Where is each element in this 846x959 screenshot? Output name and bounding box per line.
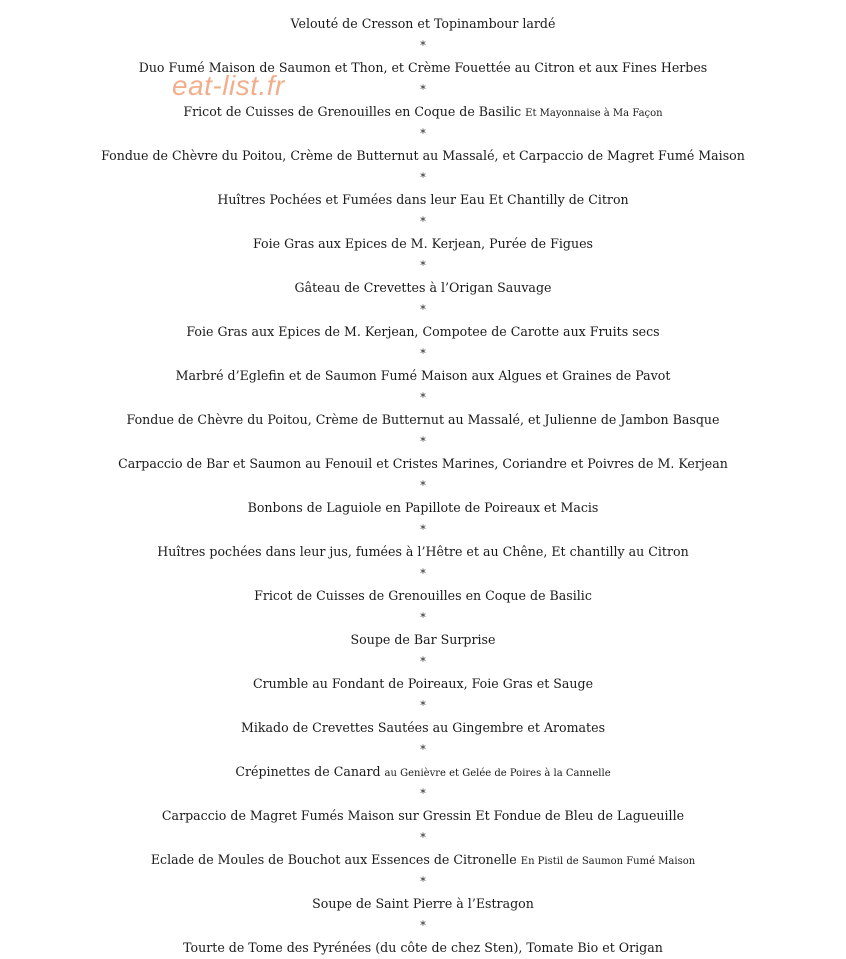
menu-item-title: Mikado de Crevettes Sautées au Gingembre et Aromates: [240, 720, 606, 735]
separator-asterisk: *: [420, 39, 426, 52]
menu-item: [0, 101, 846, 123]
menu-item: [0, 805, 846, 827]
separator-asterisk: *: [420, 259, 426, 272]
menu-item-title: Huîtres Pochées et Fumées dans leur Eau Et Chantilly de Citron: [217, 192, 629, 207]
menu-item: [0, 585, 846, 607]
menu-item-title: Bonbons de Laguiole en Papillote de Poireaux et Macis: [247, 500, 599, 515]
separator-asterisk: *: [420, 699, 426, 712]
menu-item-title: Foie Gras aux Epices de M. Kerjean, Compotee de Carotte aux Fruits secs: [186, 324, 660, 339]
menu-item: [0, 409, 846, 431]
menu-item: [0, 145, 846, 167]
menu-item: [0, 453, 846, 475]
menu-item-title: Duo Fumé Maison de Saumon et Thon, et Crème Fouettée au Citron et aux Fines Herbes: [138, 60, 708, 75]
menu-item-title: Fricot de Cuisses de Grenouilles en Coque de Basilic: [183, 104, 526, 119]
menu-item-title: Tourte de Tome des Pyrénées (du côte de chez Sten), Tomate Bio et Origan: [183, 940, 663, 955]
menu-item-title: Carpaccio de Magret Fumés Maison sur Gressin Et Fondue de Bleu de Lagueuille: [161, 808, 685, 823]
menu-item: [0, 541, 846, 563]
separator-asterisk: *: [420, 831, 426, 844]
menu-item: [0, 233, 846, 255]
separator-asterisk: *: [420, 787, 426, 800]
separator-asterisk: *: [420, 171, 426, 184]
menu-item: [0, 629, 846, 651]
menu-item-title: Velouté de Cresson et Topinambour lardé: [290, 16, 556, 31]
menu-item-title: Fricot de Cuisses de Grenouilles en Coque de Basilic: [254, 588, 592, 603]
watermark-logo: eat-list.fr: [172, 70, 285, 101]
separator-asterisk: *: [420, 435, 426, 448]
menu-item: [0, 937, 846, 959]
menu-item: [0, 849, 846, 871]
separator-asterisk: *: [420, 215, 426, 228]
menu-item-title: Foie Gras aux Epices de M. Kerjean, Purée de Figues: [253, 236, 593, 251]
menu-item-title: Crumble au Fondant de Poireaux, Foie Gras et Sauge: [252, 676, 594, 691]
separator-asterisk: *: [420, 347, 426, 360]
separator-asterisk: *: [420, 523, 426, 536]
separator-asterisk: *: [420, 875, 426, 888]
menu-item: [0, 365, 846, 387]
separator-asterisk: *: [420, 391, 426, 404]
menu-item-title: Fondue de Chèvre du Poitou, Crème de Butternut au Massalé, et Carpaccio de Magret Fumé Maison: [101, 148, 745, 163]
menu-item: [0, 321, 846, 343]
menu-item-title: Soupe de Bar Surprise: [350, 632, 496, 647]
separator-asterisk: *: [420, 479, 426, 492]
menu-item-title: Eclade de Moules de Bouchot aux Essences de Citronelle: [150, 852, 521, 867]
menu-item-title: Huîtres pochées dans leur jus, fumées à l’Hêtre et au Chêne, Et chantilly au Citron: [157, 544, 689, 559]
separator-asterisk: *: [420, 655, 426, 668]
separator-asterisk: *: [420, 611, 426, 624]
separator-asterisk: *: [420, 83, 426, 96]
menu-item: [0, 893, 846, 915]
menu-item-title: Carpaccio de Bar et Saumon au Fenouil et Cristes Marines, Coriandre et Poivres de M. Kerjean: [118, 456, 728, 471]
menu-item: [0, 497, 846, 519]
menu-item-subtitle: au Genièvre et Gelée de Poires à la Cannelle: [384, 768, 611, 779]
menu-item-title: Crépinettes de Canard: [235, 764, 385, 779]
separator-asterisk: *: [420, 567, 426, 580]
menu-item-title: Soupe de Saint Pierre à l’Estragon: [312, 896, 534, 911]
menu-item-title: Marbré d’Eglefin et de Saumon Fumé Maison aux Algues et Graines de Pavot: [175, 368, 671, 383]
menu-item: [0, 761, 846, 783]
menu-item: [0, 277, 846, 299]
menu-item: [0, 717, 846, 739]
menu-item: [0, 189, 846, 211]
separator-asterisk: *: [420, 303, 426, 316]
menu-item: [0, 673, 846, 695]
menu-item-title: Fondue de Chèvre du Poitou, Crème de Butternut au Massalé, et Julienne de Jambon Basque: [126, 412, 720, 427]
menu-item-title: Gâteau de Crevettes à l’Origan Sauvage: [294, 280, 552, 295]
separator-asterisk: *: [420, 919, 426, 932]
menu-item: [0, 13, 846, 35]
menu-item-subtitle: Et Mayonnaise à Ma Façon: [525, 108, 663, 119]
separator-asterisk: *: [420, 743, 426, 756]
menu-item-subtitle: En Pistil de Saumon Fumé Maison: [520, 856, 696, 867]
separator-asterisk: *: [420, 127, 426, 140]
menu-item: [0, 57, 846, 79]
menu-list: [0, 13, 846, 959]
